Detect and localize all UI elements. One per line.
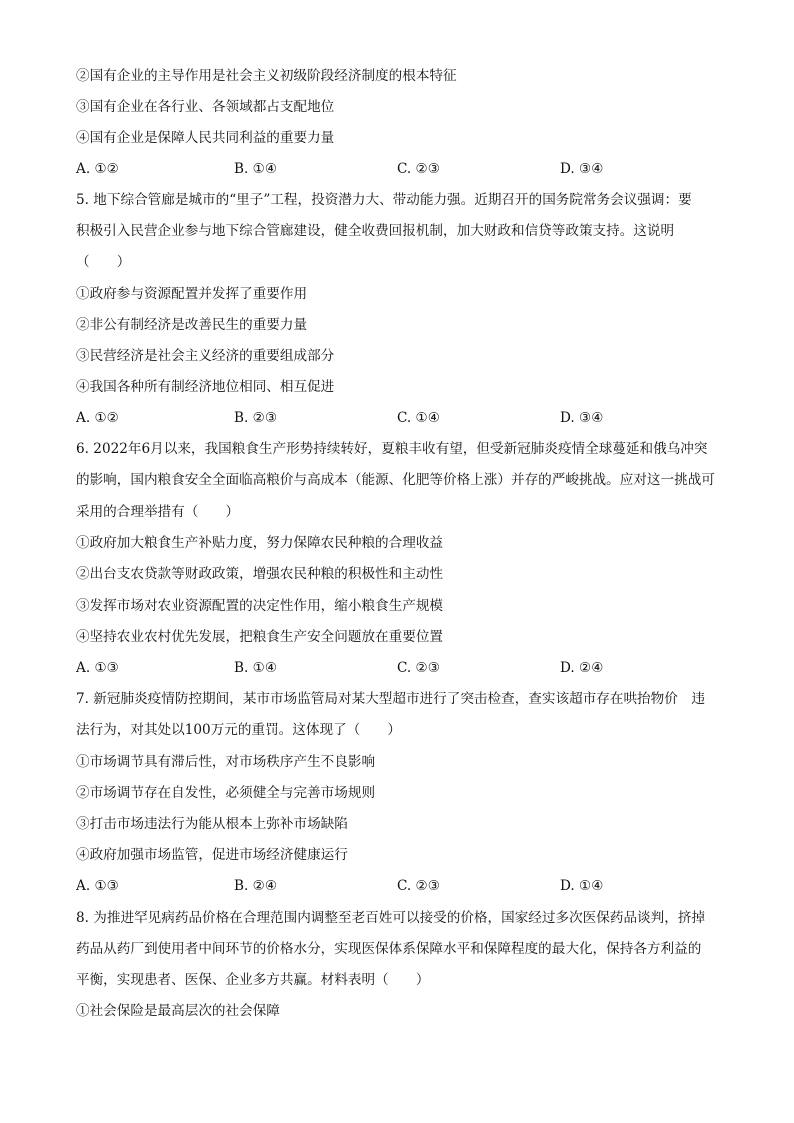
options-row (76, 159, 726, 179)
option-d: D. ③④ (560, 410, 604, 426)
statement: ①政府加大粮食生产补贴力度，努力保障农民种粮的合理收益 (76, 535, 444, 551)
statement: ③发挥市场对农业资源配置的决定性作用，缩小粮食生产规模 (76, 598, 444, 614)
option-c: C. ②③ (397, 878, 440, 894)
option-a: A. ①③ (76, 878, 119, 894)
statement: ②市场调节存在自发性，必须健全与完善市场规则 (76, 785, 376, 801)
statement: ②非公有制经济是改善民生的重要力量 (76, 317, 308, 333)
statement: ④政府加强市场监管，促进市场经济健康运行 (76, 847, 348, 863)
options-row (76, 658, 726, 678)
option-a: A. ①② (76, 161, 119, 177)
option-a: A. ①② (76, 410, 119, 426)
question-6-stem-line: 的影响，国内粮食安全全面临高粮价与高成本（能源、化肥等价格上涨）并存的严峻挑战。应对这一挑战可 (76, 472, 715, 488)
statement: ③国有企业在各行业、各领域都占支配地位 (76, 99, 335, 115)
option-c: C. ②③ (397, 161, 440, 177)
option-c: C. ②③ (397, 660, 440, 676)
statement: ④我国各种所有制经济地位相同、相互促进 (76, 379, 335, 395)
statement: ③打击市场违法行为能从根本上弥补市场缺陷 (76, 816, 348, 832)
option-b: B. ①④ (234, 161, 278, 177)
question-7-stem-line: 法行为，对其处以100万元的重罚。这体现了（ ） (76, 722, 402, 738)
statement: ②国有企业的主导作用是社会主义初级阶段经济制度的根本特征 (76, 68, 457, 84)
statement: ③民营经济是社会主义经济的重要组成部分 (76, 348, 335, 364)
option-b: B. ②④ (234, 878, 278, 894)
question-8-stem-line: 8. 为推进罕见病药品价格在合理范围内调整至老百姓可以接受的价格，国家经过多次医保药品谈判，挤掉 (76, 910, 706, 926)
option-d: D. ①④ (560, 878, 604, 894)
question-5-stem-line: 5. 地下综合管廊是城市的“里子”工程，投资潜力大、带动能力强。近期召开的国务院常务会议强调：要 (76, 192, 692, 208)
statement: ①市场调节具有滞后性，对市场秩序产生不良影响 (76, 754, 376, 770)
statement: ①政府参与资源配置并发挥了重要作用 (76, 286, 308, 302)
question-6-stem-line: 采用的合理举措有（ ） (76, 504, 240, 520)
option-d: D. ③④ (560, 161, 604, 177)
statement: ④国有企业是保障人民共同利益的重要力量 (76, 130, 335, 146)
option-c: C. ①④ (397, 410, 440, 426)
answer-bracket: （ ） (76, 254, 131, 270)
statement: ①社会保险是最高层次的社会保障 (76, 1003, 280, 1019)
statement: ④坚持农业农村优先发展，把粮食生产安全问题放在重要位置 (76, 629, 444, 645)
question-8-stem-line: 平衡，实现患者、医保、企业多方共赢。材料表明（ ） (76, 972, 430, 988)
question-6-stem-line: 6. 2022年6月以来，我国粮食生产形势持续转好，夏粮丰收有望，但受新冠肺炎疫情全球蔓延和俄乌冲突 (76, 441, 708, 457)
option-a: A. ①③ (76, 660, 119, 676)
option-b: B. ①④ (234, 660, 278, 676)
question-8-stem-line: 药品从药厂到使用者中间环节的价格水分，实现医保体系保障水平和保障程度的最大化，保持各方利益的 (76, 941, 702, 957)
options-row (76, 876, 726, 896)
option-d: D. ②④ (560, 660, 604, 676)
statement: ②出台支农贷款等财政政策，增强农民种粮的积极性和主动性 (76, 566, 444, 582)
options-row (76, 408, 726, 428)
question-7-stem-line: 7. 新冠肺炎疫情防控期间，某市市场监管局对某大型超市进行了突击检查，查实该超市存在哄抬物价 违 (76, 691, 706, 707)
option-b: B. ②③ (234, 410, 278, 426)
question-5-stem-line: 积极引入民营企业参与地下综合管廊建设，健全收费回报机制，加大财政和信贷等政策支持。这说明 (76, 223, 675, 239)
